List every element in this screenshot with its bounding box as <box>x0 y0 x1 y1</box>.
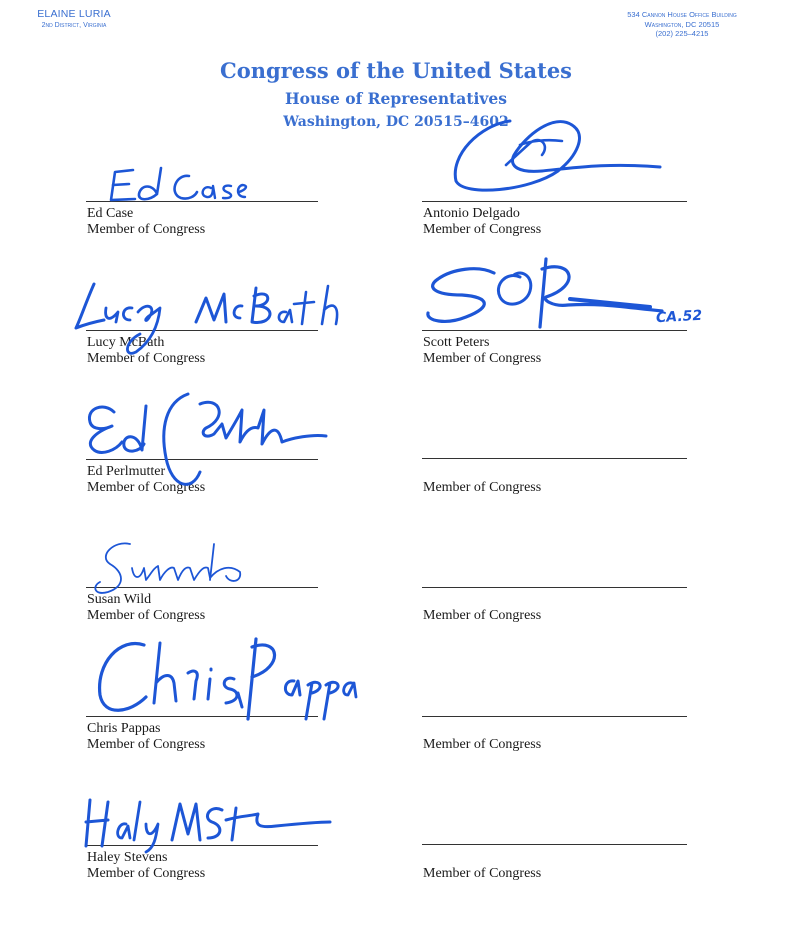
signatory-role: Member of Congress <box>87 222 206 237</box>
signatory-name: Antonio Delgado <box>423 206 520 221</box>
signatory-role: Member of Congress <box>423 480 542 495</box>
signatory-name: Ed Case <box>87 206 134 221</box>
letterhead-phone: (202) 225–4215 <box>655 29 709 38</box>
signature-susan-wild <box>90 538 250 608</box>
letterhead-address-line-1: 534 Cannon House Office Building <box>627 10 737 19</box>
signatory-name: Chris Pappas <box>87 721 161 736</box>
signature-ed-perlmutter <box>82 388 332 498</box>
signature-district-annotation: CA.52 <box>655 307 703 327</box>
letterhead-member-block <box>18 8 130 29</box>
signature-ed-case <box>105 164 255 210</box>
signatory-name: Susan Wild <box>87 592 152 607</box>
signatory-role: Member of Congress <box>423 866 542 881</box>
letterhead-title: Congress of the United States <box>219 58 573 83</box>
letterhead-address-line-2: Washington, DC 20515 <box>644 19 720 29</box>
signatory-role: Member of Congress <box>87 866 206 881</box>
signature-line <box>422 844 687 845</box>
letterhead-district: 2nd District, Virginia <box>41 22 107 29</box>
signature-line <box>422 201 687 202</box>
signatory-role: Member of Congress <box>423 351 542 366</box>
signatory-name: Ed Perlmutter <box>87 464 166 479</box>
signature-line <box>422 716 687 717</box>
letterhead-member-name: ELAINE LURIA <box>37 8 111 20</box>
signature-lucy-mcbath <box>66 272 356 362</box>
signature-haley-stevens <box>80 794 336 854</box>
letterhead-subtitle: House of Representatives <box>285 89 507 108</box>
signatory-role: Member of Congress <box>423 737 542 752</box>
letterhead-address-block <box>592 10 772 39</box>
signature-line <box>422 587 687 588</box>
signature-line <box>422 458 687 459</box>
signatory-role: Member of Congress <box>87 351 206 366</box>
signatory-name: Haley Stevens <box>87 850 168 865</box>
signatory-name: Scott Peters <box>423 335 490 350</box>
signatory-role: Member of Congress <box>87 608 206 623</box>
signature-chris-pappas <box>90 633 360 733</box>
letterhead-city: Washington, DC 20515–4602 <box>283 114 509 130</box>
signature-antonio-delgado <box>450 115 670 195</box>
signatory-role: Member of Congress <box>87 480 206 495</box>
signatory-role: Member of Congress <box>87 737 206 752</box>
signatory-role: Member of Congress <box>423 608 542 623</box>
signatory-name: Lucy McBath <box>87 335 165 350</box>
signatory-role: Member of Congress <box>423 222 542 237</box>
